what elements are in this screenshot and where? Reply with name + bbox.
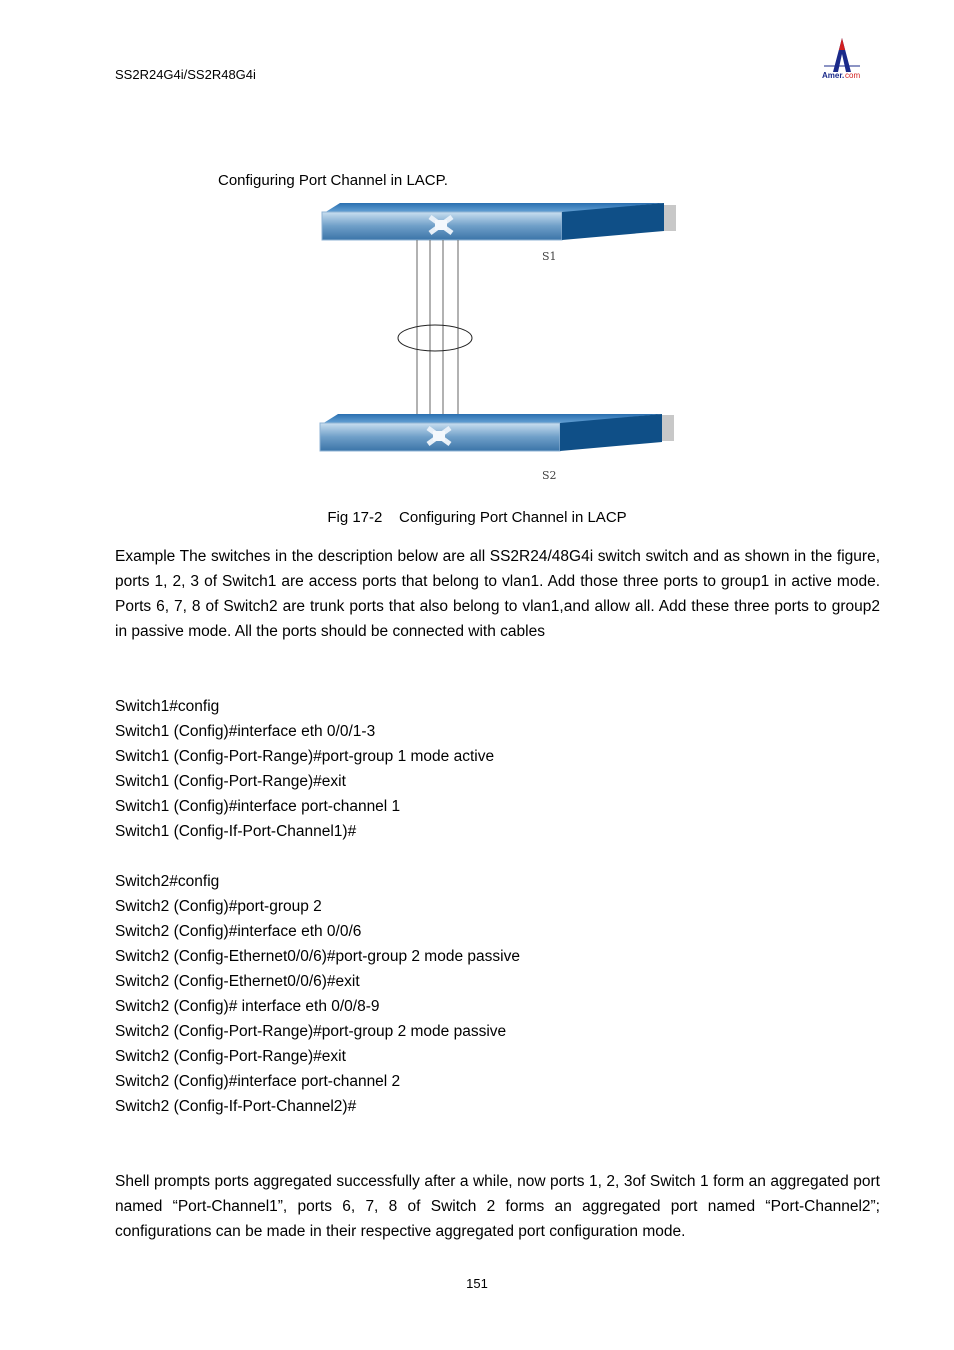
switch2-icon <box>320 414 674 451</box>
svg-text:com: com <box>845 71 861 80</box>
command-line: Switch1#config <box>115 698 220 715</box>
command-line: Switch2 (Config)# interface eth 0/0/8-9 <box>115 998 380 1015</box>
command-line: Switch2 (Config-Ethernet0/0/6)#exit <box>115 973 360 990</box>
switch1-label: S1 <box>542 250 557 263</box>
figure-caption: Fig 17-2 Configuring Port Channel in LACP <box>327 509 627 526</box>
svg-text:Amer.: Amer. <box>822 71 845 80</box>
switch2-command-block <box>115 869 520 1119</box>
command-line: Switch1 (Config-Port-Range)#port-group 1 mode active <box>115 748 495 765</box>
command-line: Switch1 (Config)#interface eth 0/0/1-3 <box>115 723 376 740</box>
example-paragraph: Example The switches in the description below are all SS2R24/48G4i switch switch and as shown in the figure, ports 1, 2, 3 of Switch1 are access ports that belong to vlan1. Add those three ports to group1 in active mode. Ports 6, 7, 8 of Switch2 are trunk ports that also belong to vlan1,and allow all. Add these three ports to group2 in passive mode. All the ports should be connected with cables <box>115 548 880 640</box>
result-paragraph: Shell prompts ports aggregated successfully after a while, now ports 1, 2, 3of Switch 1 form an aggregated port named “Port-Channel1”, ports 6, 7, 8 of Switch 2 forms an aggregated port named “Port-Channel2”; configurations can be made in their respective aggregated port configuration mode. <box>115 1173 880 1240</box>
command-line: Switch2 (Config-If-Port-Channel2)# <box>115 1098 357 1115</box>
command-line: Switch1 (Config-If-Port-Channel1)# <box>115 823 357 840</box>
page-number: 151 <box>466 1276 488 1291</box>
command-line: Switch2 (Config-Ethernet0/0/6)#port-group 2 mode passive <box>115 948 520 965</box>
header-title: SS2R24G4i/SS2R48G4i <box>115 67 256 82</box>
command-line: Switch2 (Config)#interface eth 0/0/6 <box>115 923 362 940</box>
command-line: Switch2 (Config-Port-Range)#exit <box>115 1048 346 1065</box>
cable-bundle <box>417 240 458 415</box>
switch1-command-block <box>115 694 494 844</box>
command-line: Switch2 (Config-Port-Range)#port-group 2 mode passive <box>115 1023 507 1040</box>
command-line: Switch2 (Config)#interface port-channel 2 <box>115 1073 401 1090</box>
command-line: Switch2#config <box>115 873 220 890</box>
switch1-icon <box>322 203 676 240</box>
intro-text: Configuring Port Channel in LACP. <box>218 172 448 189</box>
command-line: Switch1 (Config)#interface port-channel 1 <box>115 798 401 815</box>
switch2-label: S2 <box>542 469 557 482</box>
command-line: Switch1 (Config-Port-Range)#exit <box>115 773 346 790</box>
amer-logo <box>818 36 878 82</box>
command-line: Switch2 (Config)#port-group 2 <box>115 898 322 915</box>
port-channel-ellipse <box>398 325 472 351</box>
lacp-topology-diagram <box>310 195 680 495</box>
